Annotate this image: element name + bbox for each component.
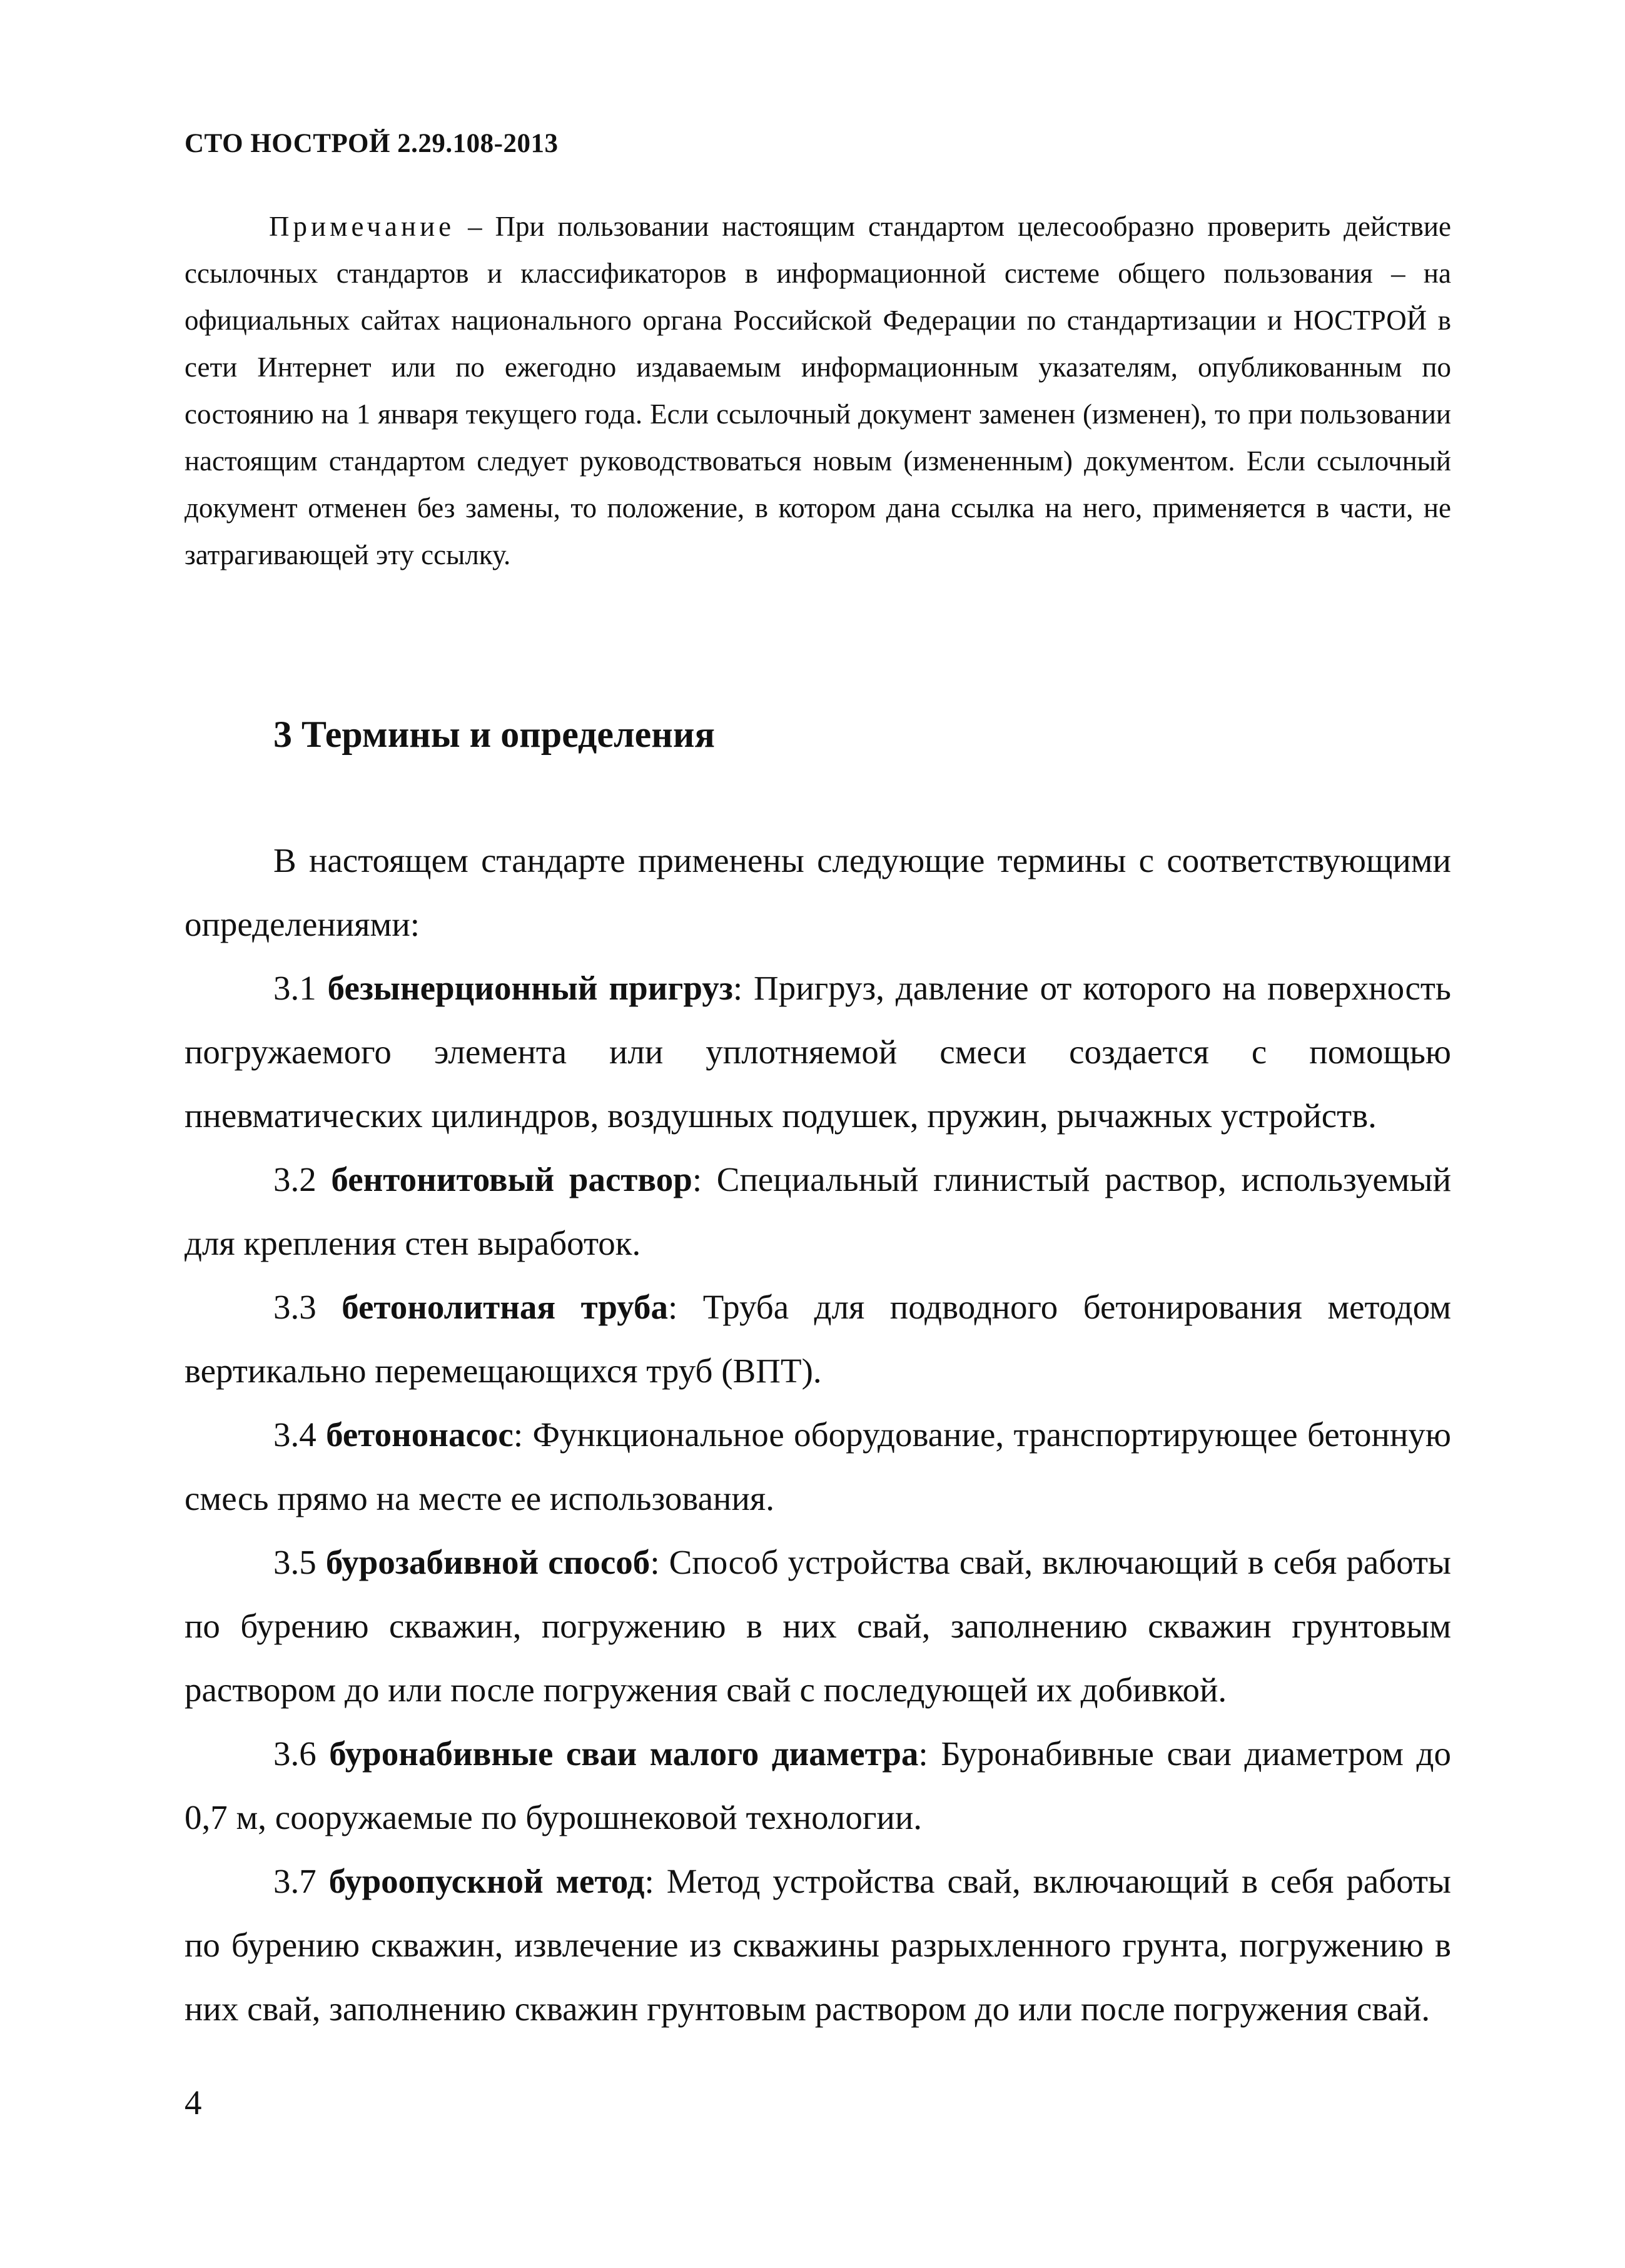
term-number: 3.6 bbox=[273, 1734, 330, 1773]
term-number: 3.2 bbox=[273, 1160, 332, 1198]
term-definition: : Метод устройства свай, включающий в себя работы по бурению скважин, извлечение из скважины разрыхленного грунта, погружению в них свай, заполнению скважин грунтовым раствором до или после погружения свай. bbox=[185, 1862, 1451, 2028]
term-definition: : Труба для подводного бетонирования методом вертикально перемещающихся труб (ВПТ). bbox=[185, 1288, 1452, 1390]
term-name: бурозабивной способ bbox=[325, 1543, 651, 1581]
term-entry-3-3 bbox=[185, 1275, 1451, 1403]
term-name: безынерционный пригруз bbox=[327, 969, 733, 1007]
term-name: бентонитовый раствор bbox=[331, 1160, 692, 1198]
term-definition: : Функциональное оборудование, транспортирующее бетонную смесь прямо на месте ее использования. bbox=[185, 1415, 1451, 1517]
term-entry-3-7 bbox=[185, 1850, 1451, 2041]
section-title: 3 Термины и определения bbox=[273, 714, 715, 755]
term-definition: : Буронабивные сваи диаметром до 0,7 м, сооружаемые по бурошнековой технологии. bbox=[185, 1734, 1451, 1836]
document-code-header: СТО НОСТРОЙ 2.29.108-2013 bbox=[185, 129, 559, 158]
reference-note bbox=[185, 203, 1451, 579]
term-name: бетононасос bbox=[326, 1415, 514, 1454]
term-name: бетонолитная труба bbox=[342, 1288, 668, 1326]
note-paragraph bbox=[185, 203, 1451, 579]
term-entry-3-2 bbox=[185, 1148, 1451, 1275]
term-number: 3.4 bbox=[273, 1415, 327, 1454]
note-text: – При пользовании настоящим стандартом целесообразно проверить действие ссылочных стандартов и классификаторов в информационной системе общего пользования – на официальных сайтах национального органа Российской Федерации по стандартизации и НОСТРОЙ в сети Интернет или по ежегодно издаваемым информационным указателям, опубликованным по состоянию на 1 января текущего года. Если ссылочный документ заменен (изменен), то при пользовании настоящим стандартом следует руководствоваться новым (измененным) документом. Если ссылочный документ отменен без замены, то положение, в котором дана ссылка на него, применяется в части, не затрагивающей эту ссылку. bbox=[185, 211, 1451, 570]
term-definition: : Пригруз, давление от которого на поверхность погружаемого элемента или уплотняемой смеси создается с помощью пневматических цилиндров, воздушных подушек, пружин, рычажных устройств. bbox=[185, 969, 1452, 1135]
term-entry-3-1 bbox=[185, 956, 1451, 1148]
term-definition: : Специальный глинистый раствор, используемый для крепления стен выработок. bbox=[185, 1160, 1451, 1262]
term-entry-3-5 bbox=[185, 1531, 1451, 1722]
section-body bbox=[185, 829, 1451, 2041]
term-number: 3.7 bbox=[273, 1862, 329, 1900]
term-definition: : Способ устройства свай, включающий в себя работы по бурению скважин, погружению в них свай, заполнению скважин грунтовым раствором до или после погружения свай с последующей их добивкой. bbox=[185, 1543, 1451, 1709]
term-entry-3-4 bbox=[185, 1403, 1451, 1531]
section-intro: В настоящем стандарте применены следующие термины с соответствующими определениями: bbox=[185, 841, 1451, 943]
term-entry-3-6 bbox=[185, 1722, 1451, 1850]
term-number: 3.1 bbox=[273, 969, 328, 1007]
term-name: буроопускной метод bbox=[328, 1862, 645, 1900]
note-label: Примечание bbox=[269, 211, 455, 242]
term-number: 3.5 bbox=[273, 1543, 326, 1581]
page-number: 4 bbox=[185, 2083, 202, 2122]
term-number: 3.3 bbox=[273, 1288, 342, 1326]
term-name: буронабивные сваи малого диаметра bbox=[329, 1734, 919, 1773]
